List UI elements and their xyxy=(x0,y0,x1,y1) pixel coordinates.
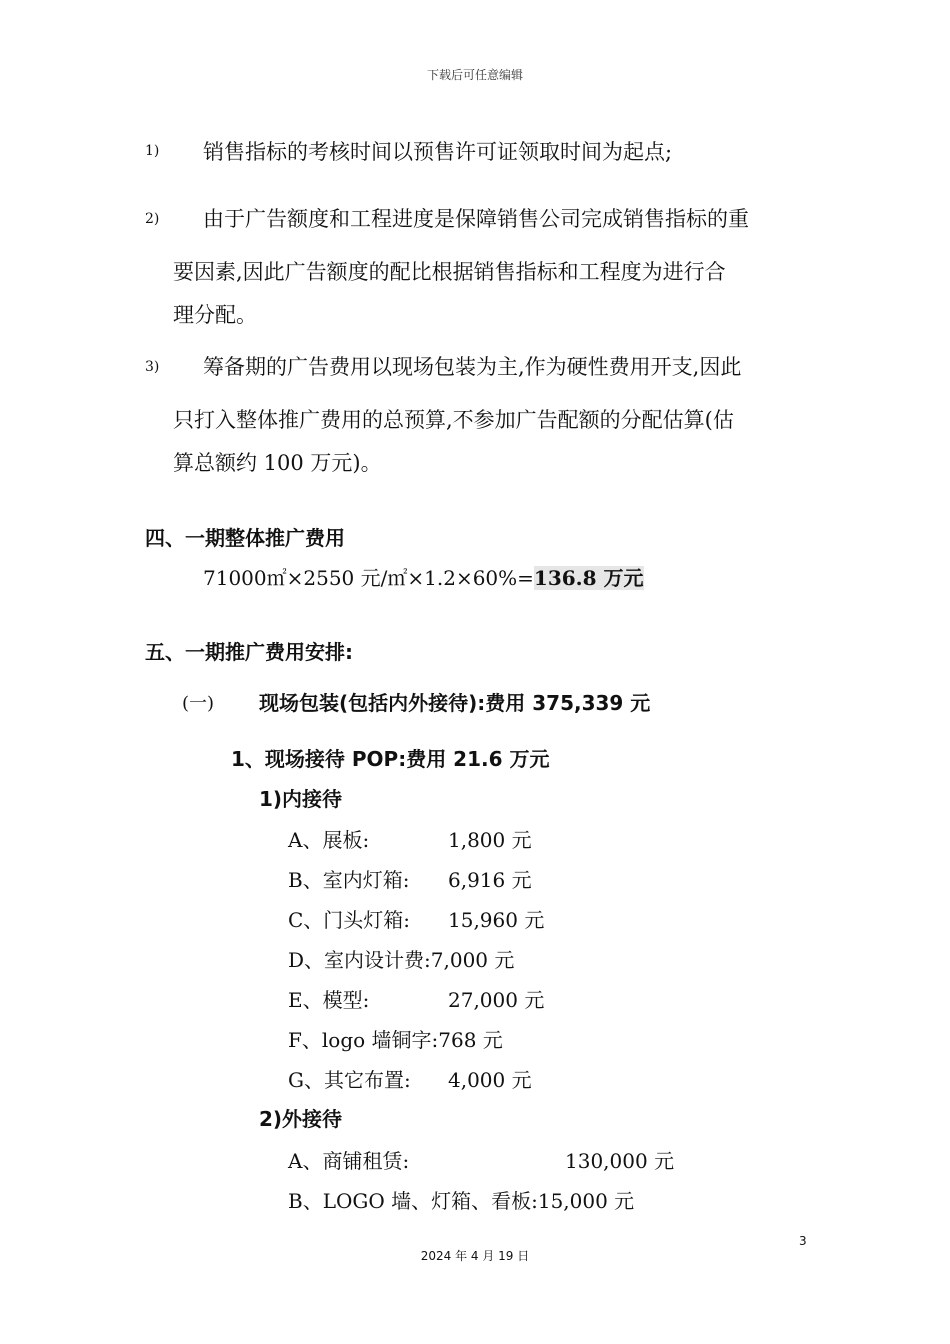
inner-item-g-label: G、其它布置: xyxy=(288,1068,411,1092)
inner-item-c-label: C、门头灯箱: xyxy=(288,908,411,932)
inner-item-f xyxy=(288,1024,503,1053)
inner-item-g-value: 4,000 元 xyxy=(448,1068,532,1092)
inner-item-a xyxy=(288,824,532,853)
rule-2-line-1: 由于广告额度和工程进度是保障销售公司完成销售指标的重 xyxy=(203,207,749,231)
outer-item-a-value: 130,000 元 xyxy=(565,1149,675,1173)
rule-3-line-2: 只打入整体推广费用的总预算,不参加广告配额的分配估算(估 xyxy=(173,408,734,432)
inner-item-b xyxy=(288,864,532,893)
outer-reception-title: 2)外接待 xyxy=(259,1107,343,1131)
inner-item-a-value: 1,800 元 xyxy=(448,828,532,852)
inner-item-f-label: F、logo 墙铜字:768 元 xyxy=(288,1028,503,1052)
rule-2-number: 2) xyxy=(145,211,160,227)
inner-item-e xyxy=(288,984,545,1013)
inner-reception-title: 1)内接待 xyxy=(259,787,343,811)
section-4-title: 四、一期整体推广费用 xyxy=(145,526,345,550)
formula-result-highlight: 136.8 万元 xyxy=(533,566,644,590)
section-5-title: 五、一期推广费用安排: xyxy=(145,640,353,664)
item-1-title: 1、现场接待 POP:费用 21.6 万元 xyxy=(231,747,550,771)
inner-item-c xyxy=(288,904,545,933)
footer-date: 2024 年 4 月 19 日 xyxy=(420,1249,530,1263)
sub-section-1-title: 现场包装(包括内外接待):费用 375,339 元 xyxy=(259,691,651,715)
inner-item-d xyxy=(288,944,514,973)
sub-section-1-number: (一) xyxy=(182,693,215,714)
inner-item-b-value: 6,916 元 xyxy=(448,868,532,892)
inner-item-b-label: B、室内灯箱: xyxy=(288,868,410,892)
inner-item-e-label: E、模型: xyxy=(288,988,370,1012)
rule-2-line-2: 要因素,因此广告额度的配比根据销售指标和工程度为进行合 xyxy=(173,260,726,284)
outer-item-b-label: B、LOGO 墙、灯箱、看板:15,000 元 xyxy=(288,1189,635,1213)
outer-item-a xyxy=(288,1145,675,1174)
inner-item-d-label: D、室内设计费:7,000 元 xyxy=(288,948,515,972)
rule-1-line-1: 销售指标的考核时间以预售许可证领取时间为起点; xyxy=(203,140,673,164)
section-4-formula xyxy=(203,562,644,591)
rule-2-line-3: 理分配。 xyxy=(173,303,257,327)
rule-1-number: 1) xyxy=(145,143,160,159)
inner-item-g xyxy=(288,1064,532,1093)
inner-item-e-value: 27,000 元 xyxy=(448,988,545,1012)
outer-item-b xyxy=(288,1185,634,1214)
rule-3-line-1: 筹备期的广告费用以现场包装为主,作为硬性费用开支,因此 xyxy=(203,355,742,379)
rule-3-number: 3) xyxy=(145,359,160,375)
rule-3-line-3: 算总额约 100 万元)。 xyxy=(173,451,382,475)
header-note: 下载后可任意编辑 xyxy=(426,68,523,82)
formula-expression: 71000㎡×2550 元/㎡×1.2×60%= xyxy=(203,566,534,590)
inner-item-c-value: 15,960 元 xyxy=(448,908,545,932)
page-number: 3 xyxy=(799,1234,807,1248)
outer-item-a-label: A、商铺租赁: xyxy=(288,1149,410,1173)
inner-item-a-label: A、展板: xyxy=(288,828,370,852)
